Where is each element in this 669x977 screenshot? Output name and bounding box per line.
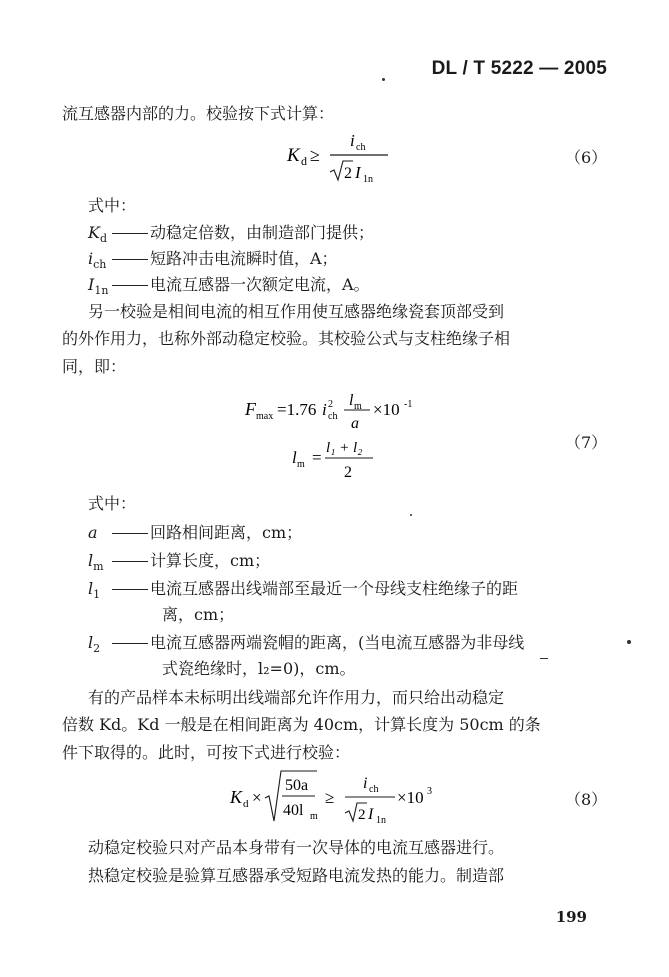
equation-6: [250, 128, 400, 186]
equation-7: [240, 385, 440, 485]
eq7-frac-num-sub: m: [354, 401, 362, 412]
eq6-root: 2: [344, 165, 352, 182]
scan-speck: [540, 658, 548, 659]
eq7-f-sub: max: [256, 411, 274, 422]
definition-item: $I_{1n}$ 电流互感器一次额定电流，A。: [88, 275, 370, 298]
standard-code-header: DL / T 5222 — 2005: [431, 58, 607, 79]
eq7-frac-den: a: [351, 415, 359, 432]
eq6-denominator-sub: 1n: [363, 174, 373, 185]
eq7-tail-sup: -1: [404, 399, 413, 410]
equation-number-8: （8）: [565, 790, 608, 809]
definition-continuation: 式瓷绝缘时，l₂=0)，cm。: [162, 659, 356, 678]
paragraph-line: 有的产品样本未标明出线端部允许作用力，而只给出动稳定: [88, 688, 505, 707]
eq7-i-sup: 2: [328, 399, 333, 410]
eq8-rad-num: 50a: [285, 777, 309, 794]
definition-item: $l_m$ 计算长度，cm；: [88, 551, 271, 574]
page-number: 199: [555, 908, 587, 926]
eq8-relation: ≥: [325, 788, 335, 807]
definition-item: $i_{ch}$ 短路冲击电流瞬时值，A；: [88, 249, 338, 272]
paragraph-line: 热稳定校验是验算互感器承受短路电流发热的能力。制造部: [88, 866, 505, 885]
where-label: 式中：: [88, 196, 137, 215]
definition-continuation: 离，cm；: [162, 605, 235, 624]
eq7-coef: =1.76: [277, 400, 317, 419]
scan-speck: [410, 514, 412, 516]
paragraph-line: 件下取得的。此时，可按下式进行校验：: [62, 743, 351, 762]
eq7-frac-num: l: [349, 392, 354, 409]
eq8-den-root: 2: [358, 807, 366, 823]
definition-item: $l_2$ 电流互感器两端瓷帽的距离，(当电流互感器为非母线: [88, 633, 525, 656]
paragraph-line: 动稳定校验只对产品本身带有一次导体的电流互感器进行。: [88, 838, 505, 857]
paragraph-line: 的外作用力，也称外部动稳定校验。其校验公式与支柱绝缘子相: [62, 329, 511, 348]
eq6-relation: ≥: [310, 145, 320, 165]
eq7-l-num: l₁ + l₂: [326, 440, 363, 456]
eq6-denominator: I: [355, 163, 361, 182]
paragraph-line: 流互感器内部的力。校验按下式计算：: [62, 104, 335, 123]
eq8-lhs-sub: d: [243, 798, 249, 810]
eq7-i: i: [322, 400, 327, 419]
scan-speck: [627, 640, 631, 644]
eq7-i-sub: ch: [328, 411, 338, 422]
eq6-lhs-sub: d: [301, 154, 307, 168]
eq8-denominator: I: [368, 806, 374, 823]
eq8-numerator: i: [363, 775, 368, 792]
eq8-rad-den: 40l: [283, 802, 304, 819]
paragraph-line: 倍数 Kd。Kd 一般是在相间距离为 40cm，计算长度为 50cm 的条: [62, 715, 541, 734]
eq8-rad-den-sub: m: [310, 811, 318, 822]
eq8-tail-sup: 3: [427, 786, 432, 797]
eq7-l-sub: m: [297, 459, 305, 470]
eq8-lhs: K: [230, 787, 243, 807]
paragraph-line: 另一校验是相间电流的相互作用使互感器绝缘瓷套顶部受到: [88, 302, 505, 321]
equation-number-6: （6）: [565, 148, 608, 167]
eq6-numerator-sub: ch: [356, 142, 366, 153]
eq8-times: ×: [252, 788, 262, 807]
eq7-l-lhs: l: [292, 448, 297, 467]
definition-item: a 回路相间距离，cm；: [88, 523, 303, 542]
eq8-numerator-sub: ch: [369, 784, 379, 795]
eq7-l-den: 2: [344, 464, 352, 481]
eq6-numerator: i: [350, 131, 355, 150]
paragraph-line: 同，即：: [62, 357, 127, 376]
definition-item: $K_d$ 动稳定倍数，由制造部门提供；: [88, 223, 375, 246]
equation-number-7: （7）: [565, 433, 608, 452]
equation-8: [225, 765, 455, 827]
where-label: 式中：: [88, 494, 137, 513]
eq7-tail: ×10: [373, 400, 400, 419]
eq7-f-lhs: F: [245, 399, 256, 419]
definition-item: $l_1$ 电流互感器出线端部至最近一个母线支柱绝缘子的距: [88, 579, 519, 602]
eq8-denominator-sub: 1n: [376, 815, 386, 826]
eq8-tail: ×10: [397, 788, 424, 807]
scan-speck: [382, 78, 385, 81]
eq6-lhs: K: [287, 145, 300, 166]
eq7-l-eq: =: [312, 448, 322, 467]
